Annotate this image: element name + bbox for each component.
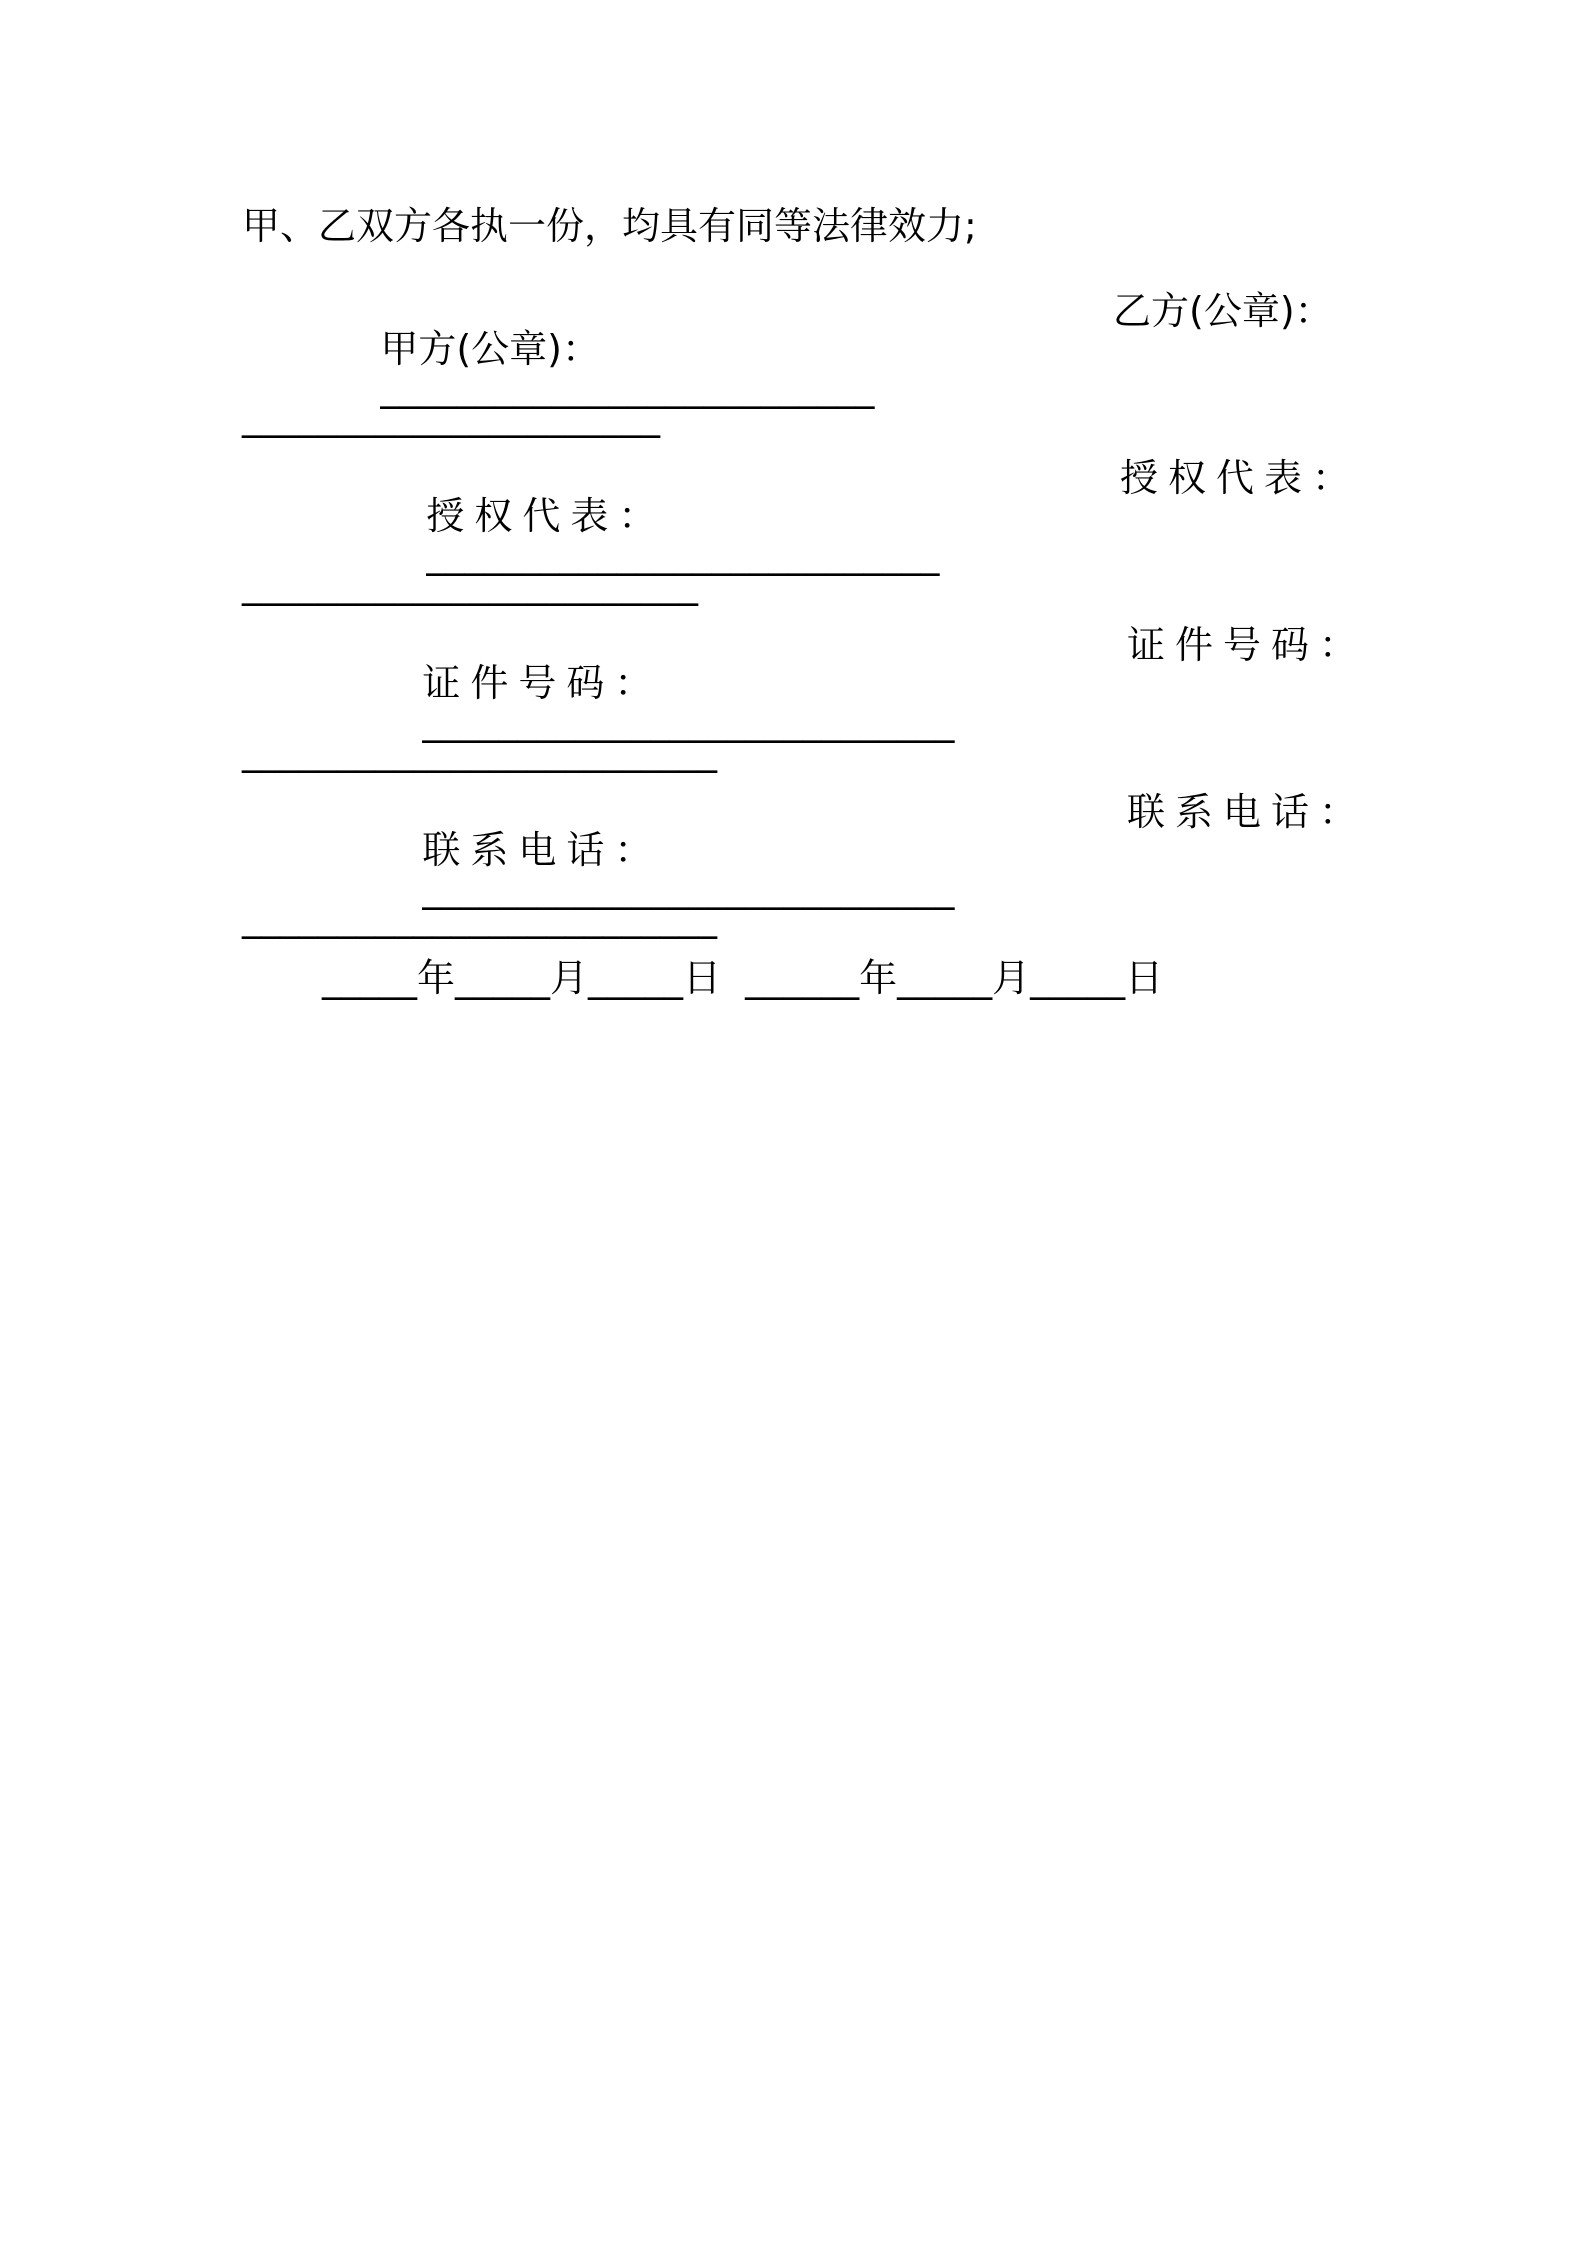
validity-clause: 甲、乙双方各执一份，均具有同等法律效力; [242,204,977,248]
party-b-rep-label: 授权代表： [1120,456,1361,500]
party-a-seal-blank: __________________________ [380,365,875,409]
party-a-phone-blank: ____________________________ [422,866,955,910]
party-b-seal-label: 乙方(公章)： [1113,289,1333,333]
party-a-id-blank: ____________________________ [422,699,955,743]
party-b-phone-label: 联系电话： [1127,790,1368,834]
party-b-phone-blank: _________________________ [242,895,717,939]
party-b-id-label: 证件号码： [1127,623,1368,667]
signature-date-line: _____年_____月_____日 ______年_____月_____日 [322,956,1164,1000]
party-b-seal-blank: ______________________ [242,394,660,438]
party-b-rep-blank: ________________________ [242,562,698,606]
party-a-rep-blank: ___________________________ [426,532,940,576]
party-a-rep-label: 授权代表： [426,494,667,538]
party-a-phone-label: 联系电话： [422,828,663,872]
party-b-id-blank: _________________________ [242,729,717,773]
party-a-id-label: 证件号码： [422,661,663,705]
party-a-seal-label: 甲方(公章)： [380,327,600,371]
